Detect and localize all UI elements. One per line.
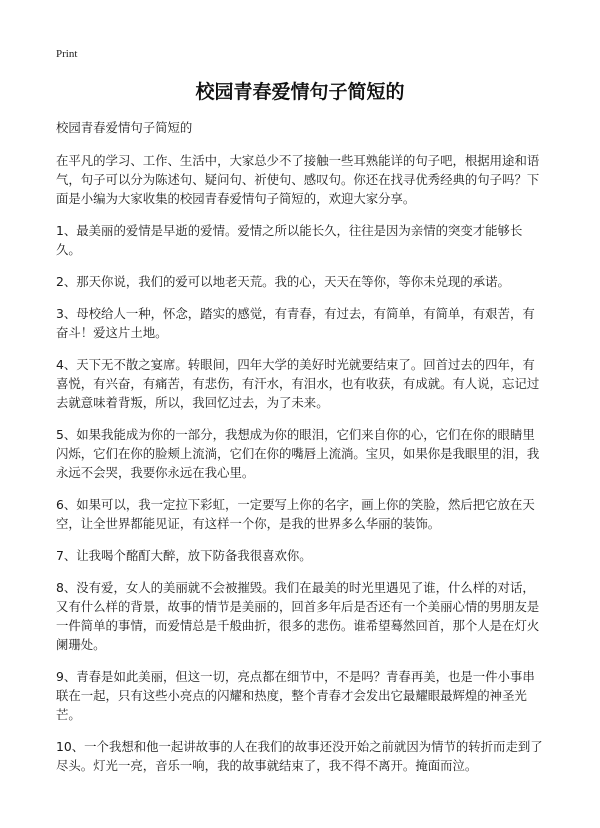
list-item: 3、母校给人一种，怀念，踏实的感觉，有青春，有过去，有简单，有简单，有艰苦，有奋斗！爱这片土地。 bbox=[56, 306, 535, 340]
list-item: 2、那天你说，我们的爱可以地老天荒。我的心，天天在等你，等你未兑现的承诺。 bbox=[56, 274, 510, 289]
list-item: 9、青春是如此美丽，但这一切，亮点都在细节中，不是吗？青春再美，也是一件小事串联在一起，只有这些小亮点的闪耀和热度，整个青春才会发出它最耀眼最辉煌的神圣光芒。 bbox=[56, 669, 535, 722]
article-intro: 在平凡的学习、工作、生活中，大家总少不了接触一些耳熟能详的句子吧，根据用途和语气，句子可以分为陈述句、疑问句、祈使句、感叹句。你还在找寻优秀经典的句子吗？下面是小编为大家收集的校园青春爱情句子简短的，欢迎大家分享。 bbox=[56, 153, 540, 206]
list-item: 7、让我喝个酩酊大醉，放下防备我很喜欢你。 bbox=[56, 548, 312, 563]
page-title: 校园青春爱情句子简短的 bbox=[195, 81, 405, 103]
article-body bbox=[56, 118, 546, 788]
list-item: 5、如果我能成为你的一部分，我想成为你的眼泪，它们来自你的心，它们在你的眼睛里闪烁，它们在你的脸颊上流淌，它们在你的嘴唇上流淌。宝贝，如果你是我眼里的泪，我永远不会哭，我要你永远在我心里。 bbox=[56, 427, 540, 480]
article-subtitle: 校园青春爱情句子简短的 bbox=[56, 120, 193, 135]
list-item: 4、天下无不散之宴席。转眼间，四年大学的美好时光就要结束了。回首过去的四年，有喜悦，有兴奋，有痛苦，有悲伤，有汗水，有泪水，也有收获，有成就。有人说，忘记过去就意味着背叛，所以，我回忆过去，为了未来。 bbox=[56, 357, 540, 410]
print-link[interactable]: Print bbox=[56, 48, 78, 60]
list-item: 8、没有爱，女人的美丽就不会被摧毁。我们在最美的时光里遇见了谁，什么样的对话，又有什么样的背景，故事的情节是美丽的，回首多年后是否还有一个美丽心情的男朋友是一件简单的事情，而爱情总是千般曲折，很多的悲伤。谁希望蓦然回首，那个人是在灯火阑珊处。 bbox=[56, 580, 540, 652]
list-item: 6、如果可以，我一定拉下彩虹，一定要写上你的名字，画上你的笑脸，然后把它放在天空，让全世界都能见证，有这样一个你，是我的世界多么华丽的装饰。 bbox=[56, 497, 535, 531]
list-item: 10、一个我想和他一起讲故事的人在我们的故事还没开始之前就因为情节的转折而走到了尽头。灯光一亮，音乐一响，我的故事就结束了，我不得不离开。掩面而泣。 bbox=[56, 739, 543, 773]
list-item: 1、最美丽的爱情是早逝的爱情。爱情之所以能长久，往往是因为亲情的突变才能够长久。 bbox=[56, 223, 523, 257]
